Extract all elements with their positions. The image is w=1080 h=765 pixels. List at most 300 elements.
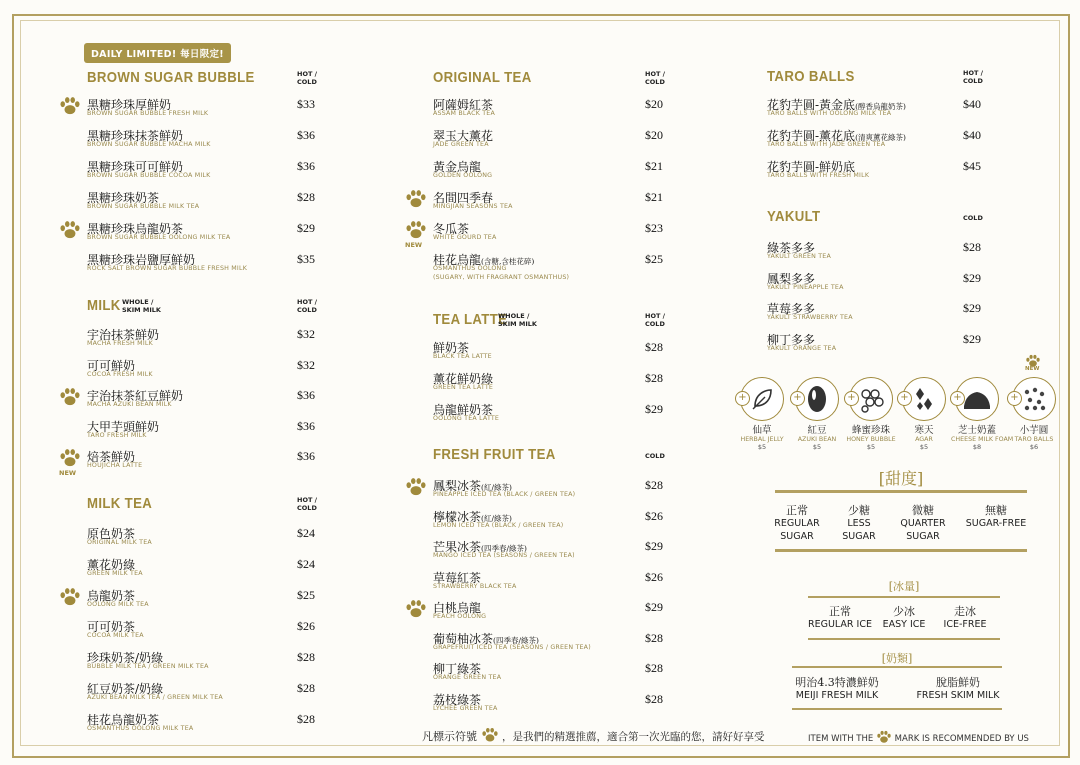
- item-price: $29: [297, 221, 315, 235]
- item-name-en: YAKULT PINEAPPLE TEA: [767, 284, 844, 291]
- item-name-zh: 荔枝綠茶: [433, 693, 482, 707]
- topping-name: 蜂蜜珍珠: [851, 425, 890, 436]
- item-name-en: BROWN SUGAR BUBBLE MILK TEA: [87, 203, 200, 210]
- menu-item: [433, 370, 685, 400]
- paw-icon: [405, 477, 427, 497]
- footer-zh: [422, 727, 765, 744]
- item-name-en: GREEN MILK TEA: [87, 570, 143, 577]
- item-name-en: ORANGE GREEN TEA: [433, 674, 502, 681]
- topping-price: $5: [919, 443, 929, 451]
- item-price: $36: [297, 388, 315, 402]
- item-price: $23: [645, 221, 663, 235]
- plus-icon: +: [844, 391, 859, 406]
- milk-type-heading: [奶類]: [881, 652, 913, 665]
- menu-item: [433, 508, 685, 538]
- menu-item: [87, 649, 337, 679]
- menu-item: [433, 189, 685, 219]
- item-name-zh: 宇治抹茶鮮奶: [87, 328, 160, 342]
- topping-circle: [795, 377, 839, 421]
- menu-item: [433, 339, 685, 369]
- item-name-zh: 黃金烏龍: [433, 160, 482, 174]
- cold-label: COLD: [645, 320, 665, 328]
- hot-cold-header: [297, 70, 317, 86]
- menu-item: [433, 220, 685, 250]
- topping-name-en: AZUKI BEAN: [797, 436, 837, 443]
- item-name-en: BUBBLE MILK TEA / GREEN MILK TEA: [87, 663, 209, 670]
- section-title-milk-tea: MILK TEA: [87, 495, 153, 512]
- item-price: $21: [645, 159, 663, 173]
- item-name-en: BLACK TEA LATTE: [433, 353, 492, 360]
- item-price: $28: [645, 692, 663, 706]
- option-zh: 正常: [786, 504, 808, 517]
- item-name-en: BROWN SUGAR BUBBLE FRESH MILK: [87, 110, 209, 117]
- plus-icon: +: [1007, 391, 1022, 406]
- item-name-zh: 花豹芋圓-黃金底(醇香烏龍奶茶): [767, 98, 906, 112]
- item-name-zh: 草莓多多: [767, 302, 816, 316]
- topping-item: [951, 377, 1014, 451]
- item-price: $29: [963, 271, 981, 285]
- item-name-zh: 名間四季春: [433, 191, 494, 205]
- paw-icon: [59, 448, 81, 468]
- paw-icon: [1025, 353, 1041, 367]
- paw-icon: [405, 220, 427, 240]
- option-en-2: SUGAR: [842, 531, 876, 542]
- item-name-en: MACHA FRESH MILK: [87, 340, 153, 347]
- item-name-zh: 花豹芋圓-鮮奶底: [767, 160, 856, 174]
- hot-cold-header: [963, 214, 983, 222]
- option-en: EASY ICE: [882, 619, 926, 630]
- menu-item: [87, 618, 337, 648]
- item-name-en: TARO BALLS WITH JADE GREEN TEA: [767, 141, 886, 148]
- menu-item: [433, 538, 685, 568]
- topping-name: 寒天: [914, 425, 934, 436]
- item-name-en: ASSAM BLACK TEA: [433, 110, 495, 117]
- footer-en-before: ITEM WITH THE: [808, 734, 874, 744]
- hot-label: HOT /: [645, 312, 666, 320]
- item-name-zh: 黑糖珍珠烏龍奶茶: [87, 222, 184, 236]
- item-name-en: WHITE GOURD TEA: [433, 234, 497, 241]
- option-zh: 正常: [829, 605, 851, 618]
- item-name-zh: 鳳梨多多: [767, 272, 816, 286]
- item-name-en: YAKULT GREEN TEA: [767, 253, 831, 260]
- menu-item: [87, 127, 337, 157]
- menu-item: [87, 418, 337, 448]
- menu-item: [87, 158, 337, 188]
- section-title-milk: MILK: [87, 297, 121, 314]
- topping-price: $5: [812, 443, 822, 451]
- topping-price: $5: [866, 443, 876, 451]
- item-price: $25: [297, 588, 315, 602]
- item-name-zh: 阿薩姆紅茶: [433, 98, 494, 112]
- item-name-en: GRAPEFRUIT ICED TEA (SEASONS / GREEN TEA): [433, 644, 591, 651]
- item-price: $26: [297, 619, 315, 633]
- item-name-zh: 薰花奶綠: [87, 558, 136, 572]
- skim-label: SKIM MILK: [122, 306, 161, 314]
- item-name-zh: 黑糖珍珠厚鮮奶: [87, 98, 172, 112]
- hot-cold-header: [645, 452, 665, 460]
- item-price: $28: [645, 631, 663, 645]
- option-en: QUARTER: [900, 518, 946, 529]
- menu-item: [87, 251, 337, 281]
- menu-item: [767, 300, 1003, 330]
- item-name-en: PEACH OOLONG: [433, 613, 487, 620]
- item-price: $28: [645, 478, 663, 492]
- topping-name: 紅豆: [807, 425, 827, 436]
- menu-item: [433, 630, 685, 660]
- item-price: $20: [645, 97, 663, 111]
- item-name-en: OSMANTHUS OOLONG MILK TEA: [87, 725, 194, 732]
- sweetness-rule-bottom: [775, 549, 1027, 552]
- new-tag: NEW: [1025, 366, 1040, 372]
- item-name-note: (紅/綠茶): [481, 483, 512, 492]
- option-en: SUGAR-FREE: [965, 518, 1027, 529]
- item-name-note: (四季春/綠茶): [493, 636, 539, 645]
- section-title-taro-balls: TARO BALLS: [767, 68, 855, 85]
- item-name-zh: 大甲芋頭鮮奶: [87, 420, 160, 434]
- cold-label: COLD: [963, 77, 983, 85]
- item-name-en: OSMANTHUS OOLONG: [433, 265, 507, 272]
- option-zh: 少糖: [848, 504, 870, 517]
- plus-icon: +: [950, 391, 965, 406]
- topping-item: [791, 377, 843, 451]
- milk-type-rule-top: [792, 666, 1002, 668]
- skim-label: SKIM MILK: [498, 320, 537, 328]
- item-name-zh: 桂花烏龍(含糖,含桂花碎): [433, 253, 535, 267]
- paw-icon: [59, 587, 81, 607]
- item-price: $40: [963, 128, 981, 142]
- item-price: $26: [645, 509, 663, 523]
- menu-item: [87, 680, 337, 710]
- item-name-zh: 黑糖珍珠可可鮮奶: [87, 160, 184, 174]
- item-name-zh: 翠玉大薰花: [433, 129, 494, 143]
- cold-label: COLD: [963, 214, 983, 222]
- item-name-en: STRAWBERRY BLACK TEA: [433, 583, 517, 590]
- item-name-zh: 冬瓜茶: [433, 222, 470, 236]
- cold-label: COLD: [645, 452, 665, 460]
- item-name-en: LEMON ICED TEA (BLACK / GREEN TEA): [433, 522, 564, 529]
- item-name-en: YAKULT STRAWBERRY TEA: [767, 314, 853, 321]
- item-name-en: ORIGINAL MILK TEA: [87, 539, 152, 546]
- menu-item: [433, 691, 685, 721]
- menu-item: [767, 127, 1003, 157]
- item-price: $35: [297, 252, 315, 266]
- item-price: $20: [645, 128, 663, 142]
- item-name-zh: 紅豆奶茶/奶綠: [87, 682, 164, 696]
- section-title-yakult: YAKULT: [767, 208, 821, 225]
- item-name-zh: 鳳梨冰茶(紅/綠茶): [433, 479, 512, 493]
- item-price: $28: [297, 650, 315, 664]
- hot-cold-header: [645, 70, 665, 86]
- ice-rule-top: [808, 596, 1000, 598]
- item-name-en: MANGO ICED TEA (SEASONS / GREEN TEA): [433, 552, 575, 559]
- menu-item: [87, 711, 337, 741]
- topping-name: 小芋圓: [1019, 425, 1049, 436]
- item-name-en: OOLONG TEA LATTE: [433, 415, 500, 422]
- hot-label: HOT /: [297, 496, 318, 504]
- cold-label: COLD: [297, 504, 317, 512]
- item-name-zh: 花豹芋圓-薰花底(清爽薰花綠茶): [767, 129, 906, 143]
- item-name-zh: 可可鮮奶: [87, 359, 136, 373]
- milk-type-option: [903, 676, 1013, 702]
- item-name-en: JADE GREEN TEA: [433, 141, 489, 148]
- menu-item: [433, 599, 685, 629]
- menu-item: [87, 525, 337, 555]
- ice-option: [925, 605, 1005, 631]
- item-price: $29: [963, 332, 981, 346]
- topping-circle: [1012, 377, 1056, 421]
- item-name-note: (醇香烏龍奶茶): [855, 102, 906, 111]
- topping-item: [1008, 377, 1060, 451]
- item-name-zh: 柳丁多多: [767, 333, 816, 347]
- whole-label: WHOLE /: [498, 312, 530, 320]
- daily-limited-badge: DAILY LIMITED! 每日限定!: [84, 43, 231, 63]
- hot-label: HOT /: [297, 70, 318, 78]
- item-price: $28: [645, 340, 663, 354]
- item-price: $33: [297, 97, 315, 111]
- menu-item: [87, 189, 337, 219]
- topping-circle: [740, 377, 784, 421]
- item-name-en: OOLONG MILK TEA: [87, 601, 149, 608]
- item-name-zh: 原色奶茶: [87, 527, 136, 541]
- item-price: $32: [297, 358, 315, 372]
- footer-en-after: MARK IS RECOMMENDED BY US: [894, 734, 1029, 744]
- item-price: $24: [297, 557, 315, 571]
- item-price: $40: [963, 97, 981, 111]
- topping-circle: [902, 377, 946, 421]
- menu-item: [767, 158, 1003, 188]
- hot-label: HOT /: [297, 298, 318, 306]
- topping-circle: [955, 377, 999, 421]
- item-price: $32: [297, 327, 315, 341]
- ice-heading: [冰量]: [888, 580, 920, 593]
- topping-name: 仙草: [752, 425, 772, 436]
- hot-cold-header: [297, 496, 317, 512]
- menu-item: [87, 587, 337, 617]
- topping-price: $6: [1029, 443, 1039, 451]
- menu-item: [767, 270, 1003, 300]
- item-name-zh: 黑糖珍珠抹茶鮮奶: [87, 129, 184, 143]
- menu-item: [87, 326, 337, 356]
- item-price: $29: [645, 402, 663, 416]
- item-name-en: ROCK SALT BROWN SUGAR BUBBLE FRESH MILK: [87, 265, 248, 272]
- item-name-en: COCOA MILK TEA: [87, 632, 144, 639]
- paw-icon: [481, 727, 499, 743]
- milk-type-option: [782, 676, 892, 702]
- option-en: LESS: [847, 518, 871, 529]
- item-name-en: TARO FRESH MILK: [87, 432, 147, 439]
- hot-label: HOT /: [963, 69, 984, 77]
- item-price: $36: [297, 159, 315, 173]
- item-name-en: GOLDEN OOLONG: [433, 172, 493, 179]
- topping-name-en: CHEESE MILK FOAM: [951, 436, 1014, 443]
- item-name-en-note: (SUGARY, WITH FRAGRANT OSMANTHUS): [433, 274, 570, 281]
- item-name-zh: 焙茶鮮奶: [87, 450, 136, 464]
- item-name-zh: 綠茶多多: [767, 241, 816, 255]
- item-name-zh: 烏龍鮮奶茶: [433, 403, 494, 417]
- new-tag: NEW: [405, 241, 423, 249]
- option-zh: 明治4.3特濃鮮奶: [795, 676, 879, 689]
- hot-label: HOT /: [645, 70, 666, 78]
- item-name-zh: 可可奶茶: [87, 620, 136, 634]
- topping-item: [898, 377, 950, 451]
- section-title-tea-latte: TEA LATTE: [433, 311, 508, 328]
- item-name-zh: 芒果冰茶(四季春/綠茶): [433, 540, 527, 554]
- item-price: $45: [963, 159, 981, 173]
- menu-item: [87, 387, 337, 417]
- paw-icon: [59, 96, 81, 116]
- menu-item: [87, 556, 337, 586]
- cold-label: COLD: [297, 306, 317, 314]
- item-name-zh: 桂花烏龍奶茶: [87, 713, 160, 727]
- sweetness-option: [956, 504, 1036, 530]
- item-price: $29: [645, 539, 663, 553]
- menu-item: [433, 96, 685, 126]
- item-name-zh: 白桃烏龍: [433, 601, 482, 615]
- item-name-en: PINEAPPLE ICED TEA (BLACK / GREEN TEA): [433, 491, 576, 498]
- item-name-en: AZUKI BEAN MILK TEA / GREEN MILK TEA: [87, 694, 223, 701]
- whole-skim-label: [122, 298, 161, 314]
- paw-icon: [405, 599, 427, 619]
- section-title-original-tea: ORIGINAL TEA: [433, 69, 532, 86]
- menu-item: [433, 660, 685, 690]
- menu-item: [433, 477, 685, 507]
- sweetness-heading: [甜度]: [878, 469, 924, 488]
- section-title-fruit-tea: FRESH FRUIT TEA: [433, 446, 556, 463]
- item-price: $29: [963, 301, 981, 315]
- option-en: ICE-FREE: [943, 619, 987, 630]
- menu-item: [87, 448, 337, 478]
- item-price: $36: [297, 128, 315, 142]
- item-price: $26: [645, 570, 663, 584]
- item-name-zh: 檸檬冰茶(紅/綠茶): [433, 510, 512, 524]
- plus-icon: +: [790, 391, 805, 406]
- menu-item: [433, 569, 685, 599]
- topping-circle: [849, 377, 893, 421]
- option-en-2: SUGAR: [906, 531, 940, 542]
- item-name-zh: 黑糖珍珠奶茶: [87, 191, 160, 205]
- menu-item: [433, 401, 685, 431]
- topping-name-en: HERBAL JELLY: [740, 436, 784, 443]
- item-price: $25: [645, 252, 663, 266]
- section-title-brown-sugar: BROWN SUGAR BUBBLE: [87, 69, 255, 86]
- menu-item: [433, 251, 685, 281]
- item-price: $21: [645, 190, 663, 204]
- topping-price: $8: [972, 443, 982, 451]
- item-price: $28: [963, 240, 981, 254]
- option-zh: 無糖: [985, 504, 1007, 517]
- paw-icon: [405, 189, 427, 209]
- option-zh: 走冰: [954, 605, 976, 618]
- option-en: MEIJI FRESH MILK: [795, 690, 879, 701]
- menu-item: [767, 96, 1003, 126]
- item-name-en: YAKULT ORANGE TEA: [767, 345, 837, 352]
- item-name-zh: 薰花鮮奶綠: [433, 372, 494, 386]
- whole-skim-label: [498, 312, 537, 328]
- menu-item: [767, 331, 1003, 361]
- item-name-zh: 草莓紅茶: [433, 571, 482, 585]
- item-name-en: MINGJIAN SEASONS TEA: [433, 203, 513, 210]
- item-name-en: BROWN SUGAR BUBBLE OOLONG MILK TEA: [87, 234, 231, 241]
- menu-item: [767, 239, 1003, 269]
- item-price: $36: [297, 419, 315, 433]
- cold-label: COLD: [297, 78, 317, 86]
- option-en: REGULAR ICE: [808, 619, 872, 630]
- item-name-zh: 柳丁綠茶: [433, 662, 482, 676]
- topping-item: [736, 377, 788, 451]
- topping-price: $5: [757, 443, 767, 451]
- footer-zh-after: ，是我們的精選推薦，適合第一次光臨的您，請好好享受: [502, 731, 765, 743]
- item-name-zh: 烏龍奶茶: [87, 589, 136, 603]
- item-name-en: HOUJICHA LATTE: [87, 462, 143, 469]
- milk-type-rule-bottom: [792, 708, 1002, 710]
- item-price: $36: [297, 449, 315, 463]
- whole-label: WHOLE /: [122, 298, 154, 306]
- paw-icon: [59, 387, 81, 407]
- item-price: $28: [297, 190, 315, 204]
- menu-item: [87, 220, 337, 250]
- hot-cold-header: [297, 298, 317, 314]
- item-name-zh: 宇治抹茶紅豆鮮奶: [87, 389, 184, 403]
- item-price: $28: [297, 681, 315, 695]
- topping-name-en: HONEY BUBBLE: [846, 436, 896, 443]
- item-price: $24: [297, 526, 315, 540]
- menu-item: [87, 96, 337, 126]
- item-price: $28: [297, 712, 315, 726]
- menu-item: [433, 158, 685, 188]
- plus-icon: +: [897, 391, 912, 406]
- topping-item: [845, 377, 897, 451]
- item-name-zh: 葡萄柚冰茶(四季春/綠茶): [433, 632, 539, 646]
- item-name-en: TARO BALLS WITH FRESH MILK: [767, 172, 870, 179]
- item-name-en: COCOA FRESH MILK: [87, 371, 153, 378]
- option-en: FRESH SKIM MILK: [916, 690, 1000, 701]
- item-name-zh: 珍珠奶茶/奶綠: [87, 651, 164, 665]
- menu-item: [433, 127, 685, 157]
- paw-icon: [876, 730, 892, 744]
- menu-item: [87, 357, 337, 387]
- item-name-en: BROWN SUGAR BUBBLE MACHA MILK: [87, 141, 211, 148]
- item-name-note: (四季春/綠茶): [481, 544, 527, 553]
- item-name-en: MACHA AZUKI BEAN MILK: [87, 401, 172, 408]
- item-name-en: LYCHEE GREEN TEA: [433, 705, 498, 712]
- plus-icon: +: [735, 391, 750, 406]
- footer-en: [808, 730, 1029, 744]
- item-name-note: (含糖,含桂花碎): [481, 257, 535, 266]
- item-price: $29: [645, 600, 663, 614]
- cold-label: COLD: [645, 78, 665, 86]
- item-name-zh: 鮮奶茶: [433, 341, 470, 355]
- topping-name-en: TARO BALLS: [1014, 436, 1054, 443]
- item-price: $28: [645, 371, 663, 385]
- item-price: $28: [645, 661, 663, 675]
- option-en-2: SUGAR: [780, 531, 814, 542]
- hot-cold-header: [645, 312, 665, 328]
- sweetness-option: [883, 504, 963, 543]
- hot-cold-header: [963, 69, 983, 85]
- ice-rule-bottom: [808, 638, 1000, 640]
- option-en: REGULAR: [774, 518, 820, 529]
- item-name-note: (紅/綠茶): [481, 514, 512, 523]
- option-zh: 微糖: [912, 504, 934, 517]
- footer-zh-before: 凡標示符號: [422, 730, 477, 743]
- paw-icon: [59, 220, 81, 240]
- new-tag: NEW: [59, 469, 77, 477]
- item-name-en: TARO BALLS WITH OOLONG MILK TEA: [767, 110, 892, 117]
- sweetness-rule-top: [775, 490, 1027, 493]
- topping-name: 芝士奶蓋: [957, 425, 996, 436]
- item-name-en: BROWN SUGAR BUBBLE COCOA MILK: [87, 172, 211, 179]
- option-zh: 少冰: [893, 605, 915, 618]
